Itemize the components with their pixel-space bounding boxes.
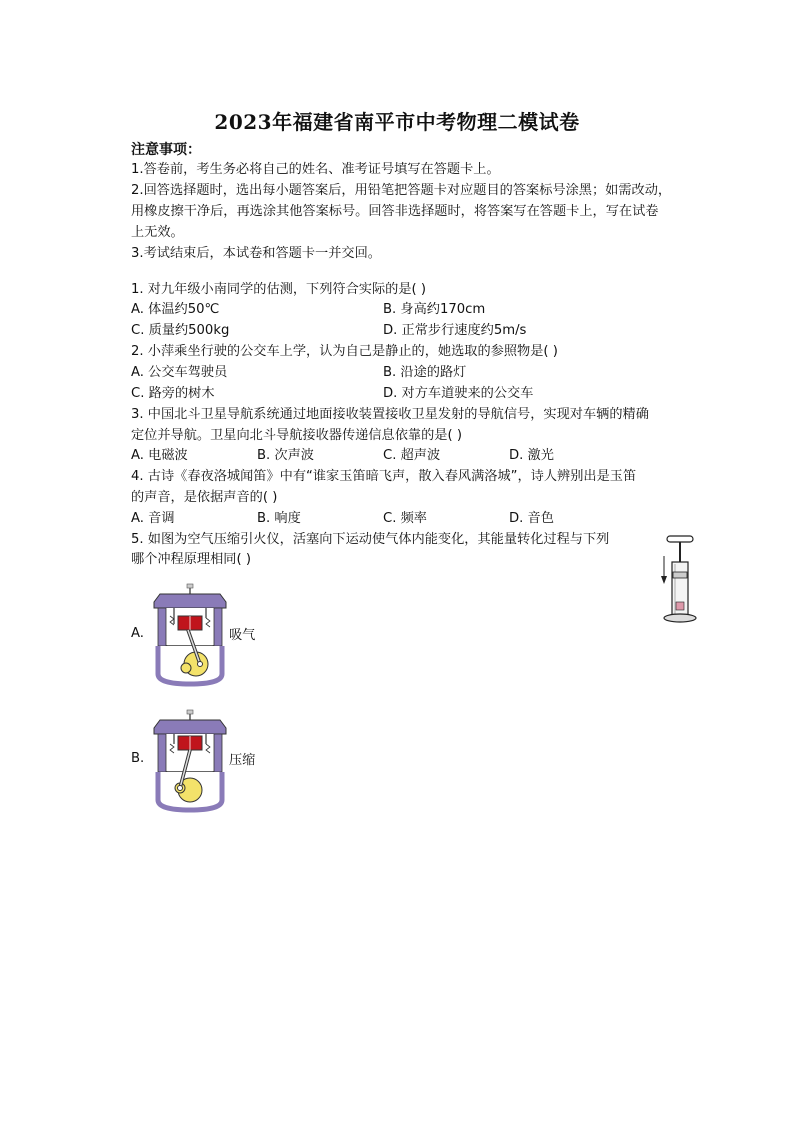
q4-stem-line-1: 4. 古诗《春夜洛城闻笛》中有“谁家玉笛暗飞声，散入春风满洛城”，诗人辨别出是玉笛 — [131, 469, 637, 484]
q2-option-c[interactable]: C. 路旁的树木 — [131, 386, 215, 401]
q2-stem: 2. 小萍乘坐行驶的公交车上学，认为自己是静止的，她选取的参照物是( ) — [131, 344, 558, 359]
q3-option-b[interactable]: B. 次声波 — [257, 448, 314, 463]
q5-stem-line-1: 5. 如图为空气压缩引火仪，活塞向下运动使气体内能变化，其能量转化过程与下列 — [131, 532, 610, 547]
notice-heading: 注意事项： — [131, 142, 201, 158]
air-compression-igniter-figure — [658, 532, 708, 627]
q4-option-c[interactable]: C. 频率 — [383, 511, 427, 526]
q3-stem-line-1: 3. 中国北斗卫星导航系统通过地面接收装置接收卫星发射的导航信号，实现对车辆的精确 — [131, 407, 649, 422]
q4-option-b[interactable]: B. 响度 — [257, 511, 301, 526]
q5-option-a[interactable]: A. — [131, 626, 144, 641]
q1-option-c[interactable]: C. 质量约500kg — [131, 323, 230, 338]
q1-option-a[interactable]: A. 体温约50℃ — [131, 302, 220, 317]
engine-intake-stroke-figure[interactable] — [150, 582, 230, 687]
engine-compression-stroke-figure[interactable] — [150, 708, 230, 813]
notice-line-4: 上无效。 — [131, 225, 184, 240]
notice-line-1: 1.答卷前，考生务必将自己的姓名、准考证号填写在答题卡上。 — [131, 162, 500, 177]
q4-stem-line-2: 的声音，是依据声音的( ) — [131, 490, 278, 505]
q5-stem-line-2: 哪个冲程原理相同( ) — [131, 552, 251, 567]
q5-option-b-stroke-label: 压缩 — [229, 753, 256, 768]
q5-option-a-stroke-label: 吸气 — [229, 628, 256, 643]
q1-stem: 1. 对九年级小南同学的估测，下列符合实际的是( ) — [131, 282, 427, 297]
q4-option-d[interactable]: D. 音色 — [509, 511, 554, 526]
q3-option-c[interactable]: C. 超声波 — [383, 448, 441, 463]
notice-line-5: 3.考试结束后，本试卷和答题卡一并交回。 — [131, 246, 381, 261]
q5-option-b[interactable]: B. — [131, 751, 145, 766]
q2-option-b[interactable]: B. 沿途的路灯 — [383, 365, 467, 380]
q2-option-d[interactable]: D. 对方车道驶来的公交车 — [383, 386, 534, 401]
q3-stem-line-2: 定位并导航。卫星向北斗导航接收器传递信息依靠的是( ) — [131, 428, 462, 443]
q1-option-d[interactable]: D. 正常步行速度约5m/s — [383, 323, 527, 338]
q3-option-d[interactable]: D. 激光 — [509, 448, 554, 463]
q2-option-a[interactable]: A. 公交车驾驶员 — [131, 365, 228, 380]
notice-line-3: 用橡皮擦干净后，再选涂其他答案标号。回答非选择题时，将答案写在答题卡上，写在试卷 — [131, 204, 659, 219]
q3-option-a[interactable]: A. 电磁波 — [131, 448, 188, 463]
q4-option-a[interactable]: A. 音调 — [131, 511, 175, 526]
exam-title: 2023年福建省南平市中考物理二模试卷 — [214, 110, 580, 134]
notice-line-2: 2.回答选择题时，选出每小题答案后，用铅笔把答题卡对应题目的答案标号涂黑；如需改动， — [131, 183, 672, 198]
q1-option-b[interactable]: B. 身高约170cm — [383, 302, 486, 317]
